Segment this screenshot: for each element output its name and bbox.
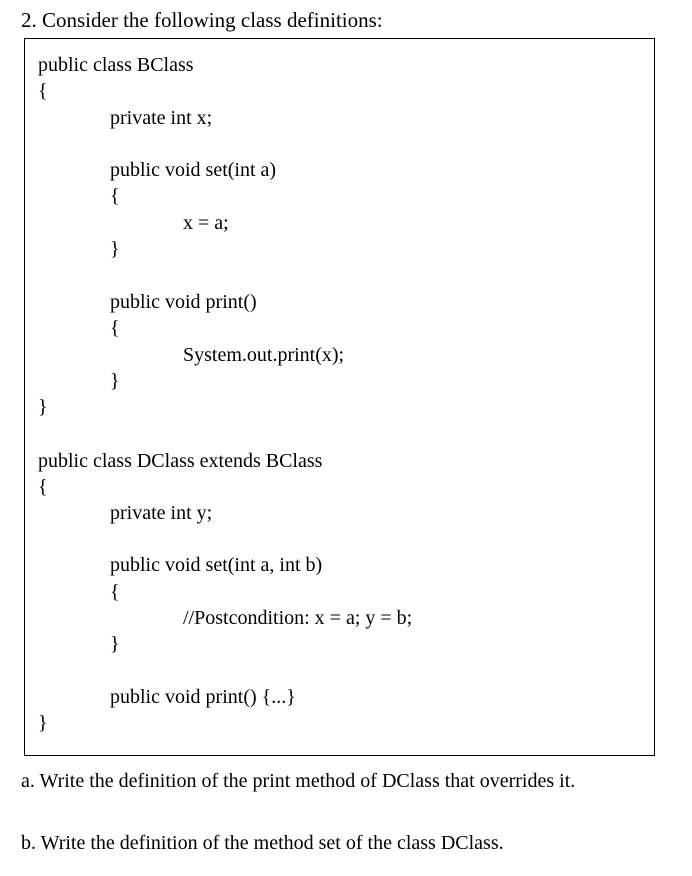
code-line-print-close-brace: } (110, 370, 120, 392)
code-line-set-open-brace: { (110, 185, 120, 207)
code-line-print-open-brace: { (110, 317, 120, 339)
code-line-set2-close-brace: } (110, 633, 120, 655)
code-line-dclass-declaration: public class DClass extends BClass (38, 450, 323, 472)
code-line-print-body: System.out.print(x); (183, 344, 345, 366)
code-line-dclass-close-brace: } (38, 712, 48, 734)
question-part-b: b. Write the definition of the method set of the class DClass. (21, 832, 504, 854)
question-title: 2. Consider the following class definitions: (21, 8, 383, 32)
code-line-bclass-declaration: public class BClass (38, 54, 194, 76)
code-line-print2-signature: public void print() {...} (110, 686, 296, 708)
code-line-set-close-brace: } (110, 238, 120, 260)
code-line-bclass-open-brace: { (38, 80, 48, 102)
code-line-print-signature: public void print() (110, 291, 257, 313)
code-line-field-y: private int y; (110, 502, 213, 524)
code-line-dclass-open-brace: { (38, 476, 48, 498)
question-part-a: a. Write the definition of the print method of DClass that overrides it. (21, 770, 576, 792)
code-line-set2-signature: public void set(int a, int b) (110, 554, 323, 576)
code-line-postcondition: //Postcondition: x = a; y = b; (183, 607, 413, 629)
code-line-set-signature: public void set(int a) (110, 159, 277, 181)
code-line-field-x: private int x; (110, 107, 213, 129)
code-line-set2-open-brace: { (110, 581, 120, 603)
code-line-bclass-close-brace: } (38, 396, 48, 418)
code-line-set-body: x = a; (183, 212, 229, 234)
